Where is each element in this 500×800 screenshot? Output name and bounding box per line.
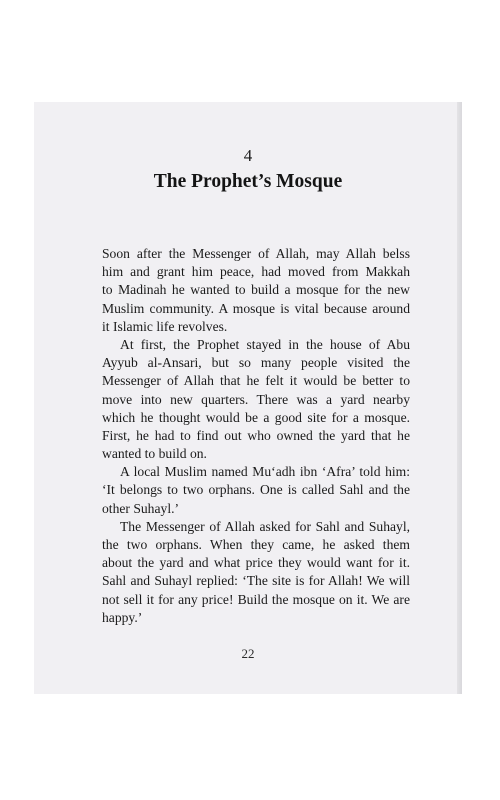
paragraph (102, 463, 410, 518)
text-line: Muslim community. A mosque is vital because around (102, 300, 410, 316)
text-line: A local Muslim named Mu‘adh ibn ‘Afra’ told him: (120, 464, 410, 480)
text-line: wanted to build on. (102, 446, 207, 462)
text-line: Messenger of Allah that he felt it would be better to (102, 373, 410, 389)
text-line: At first, the Prophet stayed in the house of Abu (120, 336, 410, 352)
chapter-body (102, 245, 410, 627)
text-line: not sell it for any price! Build the mosque on it. We are (102, 591, 410, 607)
text-line: happy.’ (102, 609, 143, 625)
text-line: him and grant him peace, had moved from Makkah (102, 264, 410, 280)
chapter-number: 4 (243, 146, 253, 165)
text-line: the two orphans. When they came, he asked them (102, 537, 410, 552)
text-line: about the yard and what price they would want for it. (102, 555, 410, 571)
paragraph (102, 518, 410, 627)
text-line: Soon after the Messenger of Allah, may Allah belss (102, 246, 410, 261)
chapter-title: The Prophet’s Mosque (153, 171, 343, 192)
text-line: The Messenger of Allah asked for Sahl and Suhayl, (120, 518, 410, 534)
paragraph (102, 245, 410, 336)
text-line: which he thought would be a good site for a mosque. (102, 409, 410, 425)
text-line: First, he had to find out who owned the yard that he (102, 427, 410, 443)
text-line: other Suhayl.’ (102, 500, 180, 516)
paragraph (102, 336, 410, 463)
text-line: Ayyub al-Ansari, but so many people visited the (102, 355, 410, 371)
text-line: it Islamic life revolves. (102, 318, 228, 334)
text-line: move into new quarters. There was a yard nearby (102, 391, 410, 407)
text-line: Sahl and Suhayl replied: ‘The site is for Allah! We will (102, 573, 410, 589)
page-number: 22 (241, 646, 255, 661)
text-line: ‘It belongs to two orphans. One is called Sahl and the (102, 482, 410, 498)
text-line: to Madinah he wanted to build a mosque for the new (102, 282, 410, 298)
